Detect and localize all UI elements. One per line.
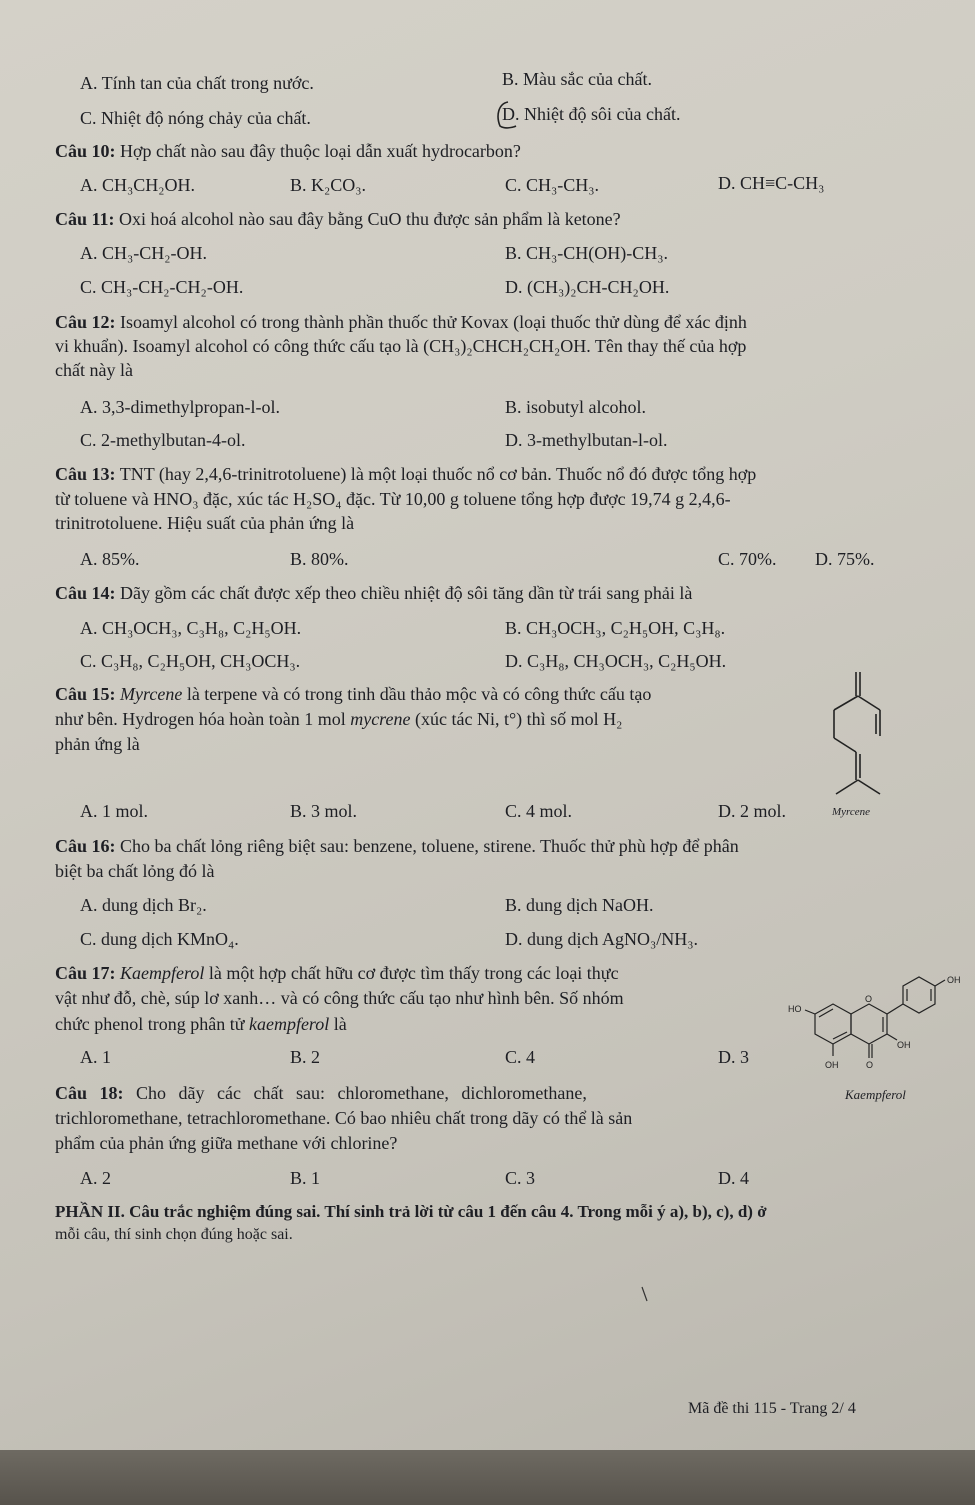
myrcene-word: Myrcene bbox=[120, 684, 183, 704]
q18-line3: phẩm của phản ứng giữa methane với chlorine? bbox=[55, 1133, 398, 1153]
question-11 bbox=[55, 208, 621, 230]
question-text-line1: là một hợp chất hữu cơ được tìm thấy trong các loại thực bbox=[204, 963, 619, 983]
q17-line3 bbox=[55, 1013, 347, 1035]
q10-option-d: D. CH≡C-CH₃ bbox=[718, 173, 825, 193]
q11-option-d: D. (CH₃)₂CH-CH₂OH. bbox=[505, 277, 670, 297]
q16-option-a: A. dung dịch Br₂. bbox=[80, 895, 207, 915]
q17-line2: vật như đỗ, chè, súp lơ xanh… và có công thức cấu tạo như hình bên. Số nhóm bbox=[55, 988, 624, 1008]
q18-option-c: C. 3 bbox=[505, 1168, 536, 1188]
q18-option-a: A. 2 bbox=[80, 1168, 111, 1188]
question-text: Dãy gồm các chất được xếp theo chiều nhiệt độ sôi tăng dần từ trái sang phải là bbox=[120, 583, 693, 603]
kaempferol-o-bottom: O bbox=[866, 1060, 874, 1070]
q13-option-a: A. 85%. bbox=[80, 549, 140, 569]
question-text: Oxi hoá alcohol nào sau đây bằng CuO thu được sản phẩm là ketone? bbox=[119, 209, 621, 229]
q15-option-d: D. 2 mol. bbox=[718, 801, 787, 821]
kaempferol-ho: HO bbox=[788, 1004, 802, 1014]
prev-option-a: A. Tính tan của chất trong nước. bbox=[80, 73, 314, 93]
mycrene-word: mycrene bbox=[350, 709, 411, 729]
part-2-heading: PHẦN II. Câu trắc nghiệm đúng sai. Thí sinh trả lời từ câu 1 đến câu 4. Trong mỗi ý a), b), c), d) ở bbox=[55, 1202, 767, 1221]
question-16 bbox=[55, 835, 739, 857]
q11-option-b: B. CH₃-CH(OH)-CH₃. bbox=[505, 243, 669, 263]
q11-option-a: A. CH₃-CH₂-OH. bbox=[80, 243, 208, 263]
q15-line2-part3: (xúc tác Ni, t°) thì số mol H₂ bbox=[410, 709, 623, 729]
question-text-line1: Cho dãy các chất sau: chloromethane, dichloromethane, bbox=[136, 1083, 587, 1103]
q10-option-c: C. CH₃-CH₃. bbox=[505, 175, 600, 195]
q17-line3-part3: là bbox=[329, 1014, 347, 1034]
question-label: Câu 18: bbox=[55, 1083, 124, 1103]
question-text: Hợp chất nào sau đây thuộc loại dẫn xuất hydrocarbon? bbox=[120, 141, 521, 161]
q17-option-b: B. 2 bbox=[290, 1047, 321, 1067]
kaempferol-word-2: kaempferol bbox=[248, 1014, 330, 1034]
q12-option-d: D. 3-methylbutan-l-ol. bbox=[505, 430, 668, 450]
q13-option-b: B. 80%. bbox=[290, 549, 349, 569]
kaempferol-oh-bottom: OH bbox=[825, 1060, 839, 1070]
question-12 bbox=[55, 311, 747, 333]
q18-option-d: D. 4 bbox=[718, 1168, 749, 1188]
q13-option-d: D. 75%. bbox=[815, 549, 875, 569]
question-text-line1: Cho ba chất lỏng riêng biệt sau: benzene, toluene, stirene. Thuốc thử phù hợp để phân bbox=[120, 836, 739, 856]
question-label: Câu 17: bbox=[55, 963, 116, 983]
prev-option-c: C. Nhiệt độ nóng chảy của chất. bbox=[80, 108, 311, 128]
q13-option-c: C. 70%. bbox=[718, 549, 777, 569]
q15-option-a: A. 1 mol. bbox=[80, 801, 149, 821]
q14-option-b: B. CH₃OCH₃, C₂H₅OH, C₃H₈. bbox=[505, 618, 726, 638]
q18-line2: trichloromethane, tetrachloromethane. Có bao nhiêu chất trong dãy có thể là sản bbox=[55, 1108, 633, 1128]
q15-line2-part1: như bên. Hydrogen hóa hoàn toàn 1 mol bbox=[55, 709, 351, 729]
question-label: Câu 11: bbox=[55, 209, 115, 229]
q12-line3: chất này là bbox=[55, 360, 133, 380]
q16-option-b: B. dung dịch NaOH. bbox=[505, 895, 654, 915]
question-text-line1: TNT (hay 2,4,6-trinitrotoluene) là một loại thuốc nổ cơ bản. Thuốc nổ đó được tổng hợp bbox=[119, 464, 757, 484]
q10-option-b: B. K₂CO₃. bbox=[290, 175, 367, 195]
q15-line2 bbox=[55, 708, 622, 730]
q17-option-a: A. 1 bbox=[80, 1047, 111, 1067]
kaempferol-oh-right: OH bbox=[897, 1040, 911, 1050]
kaempferol-oh-top: OH bbox=[947, 975, 961, 985]
q10-option-a: A. CH₃CH₂OH. bbox=[80, 175, 196, 195]
part-2-subtext: mỗi câu, thí sinh chọn đúng hoặc sai. bbox=[55, 1226, 293, 1243]
background-floor bbox=[0, 1450, 975, 1505]
q12-option-b: B. isobutyl alcohol. bbox=[505, 397, 646, 417]
question-14 bbox=[55, 582, 692, 604]
question-15 bbox=[55, 683, 651, 705]
q14-option-c: C. C₃H₈, C₂H₅OH, CH₃OCH₃. bbox=[80, 651, 301, 671]
q15-option-b: B. 3 mol. bbox=[290, 801, 358, 821]
question-text-line1: là terpene và có trong tinh dầu thảo mộc và có công thức cấu tạo bbox=[182, 684, 652, 704]
q17-line3-part1: chức phenol trong phân tử bbox=[55, 1014, 249, 1034]
q16-line2: biệt ba chất lỏng đó là bbox=[55, 861, 215, 881]
kaempferol-label: Kaempferol bbox=[845, 1087, 906, 1102]
q17-option-c: C. 4 bbox=[505, 1047, 536, 1067]
kaempferol-structure bbox=[785, 972, 965, 1077]
q17-option-d: D. 3 bbox=[718, 1047, 749, 1067]
question-label: Câu 15: bbox=[55, 684, 116, 704]
question-label: Câu 10: bbox=[55, 141, 116, 161]
q12-line2: vi khuẩn). Isoamyl alcohol có công thức cấu tạo là (CH₃)₂CHCH₂CH₂OH. Tên thay thế của hợp bbox=[55, 336, 747, 356]
kaempferol-word: Kaempferol bbox=[120, 963, 205, 983]
q13-line2: từ toluene và HNO₃ đặc, xúc tác H₂SO₄ đặc. Từ 10,00 g toluene tổng hợp được 19,74 g 2,4,6- bbox=[55, 489, 731, 509]
question-18 bbox=[55, 1082, 587, 1104]
prev-option-b: B. Màu sắc của chất. bbox=[502, 69, 652, 89]
pen-mark bbox=[640, 1285, 650, 1305]
q14-option-d: D. C₃H₈, CH₃OCH₃, C₂H₅OH. bbox=[505, 651, 727, 671]
question-label: Câu 14: bbox=[55, 583, 116, 603]
page-footer: Mã đề thi 115 - Trang 2/ 4 bbox=[688, 1400, 856, 1417]
q15-line3: phản ứng là bbox=[55, 734, 140, 754]
question-13 bbox=[55, 463, 756, 485]
kaempferol-o-ring: O bbox=[865, 994, 873, 1004]
q15-option-c: C. 4 mol. bbox=[505, 801, 573, 821]
q12-option-c: C. 2-methylbutan-4-ol. bbox=[80, 430, 246, 450]
question-label: Câu 13: bbox=[55, 464, 116, 484]
question-text-line1: Isoamyl alcohol có trong thành phần thuốc thử Kovax (loại thuốc thử dùng để xác định bbox=[120, 312, 747, 332]
q12-option-a: A. 3,3-dimethylpropan-l-ol. bbox=[80, 397, 280, 417]
q13-line3: trinitrotoluene. Hiệu suất của phản ứng là bbox=[55, 513, 355, 533]
question-label: Câu 12: bbox=[55, 312, 116, 332]
q11-option-c: C. CH₃-CH₂-CH₂-OH. bbox=[80, 277, 244, 297]
myrcene-label: Myrcene bbox=[832, 806, 871, 818]
question-17 bbox=[55, 962, 619, 984]
q18-option-b: B. 1 bbox=[290, 1168, 321, 1188]
prev-option-d: D. Nhiệt độ sôi của chất. bbox=[502, 104, 681, 124]
question-label: Câu 16: bbox=[55, 836, 116, 856]
answer-circle-mark bbox=[494, 100, 520, 130]
q14-option-a: A. CH₃OCH₃, C₃H₈, C₂H₅OH. bbox=[80, 618, 302, 638]
q16-option-c: C. dung dịch KMnO₄. bbox=[80, 929, 239, 949]
myrcene-structure bbox=[820, 668, 900, 803]
q16-option-d: D. dung dịch AgNO₃/NH₃. bbox=[505, 929, 699, 949]
question-10 bbox=[55, 140, 521, 162]
